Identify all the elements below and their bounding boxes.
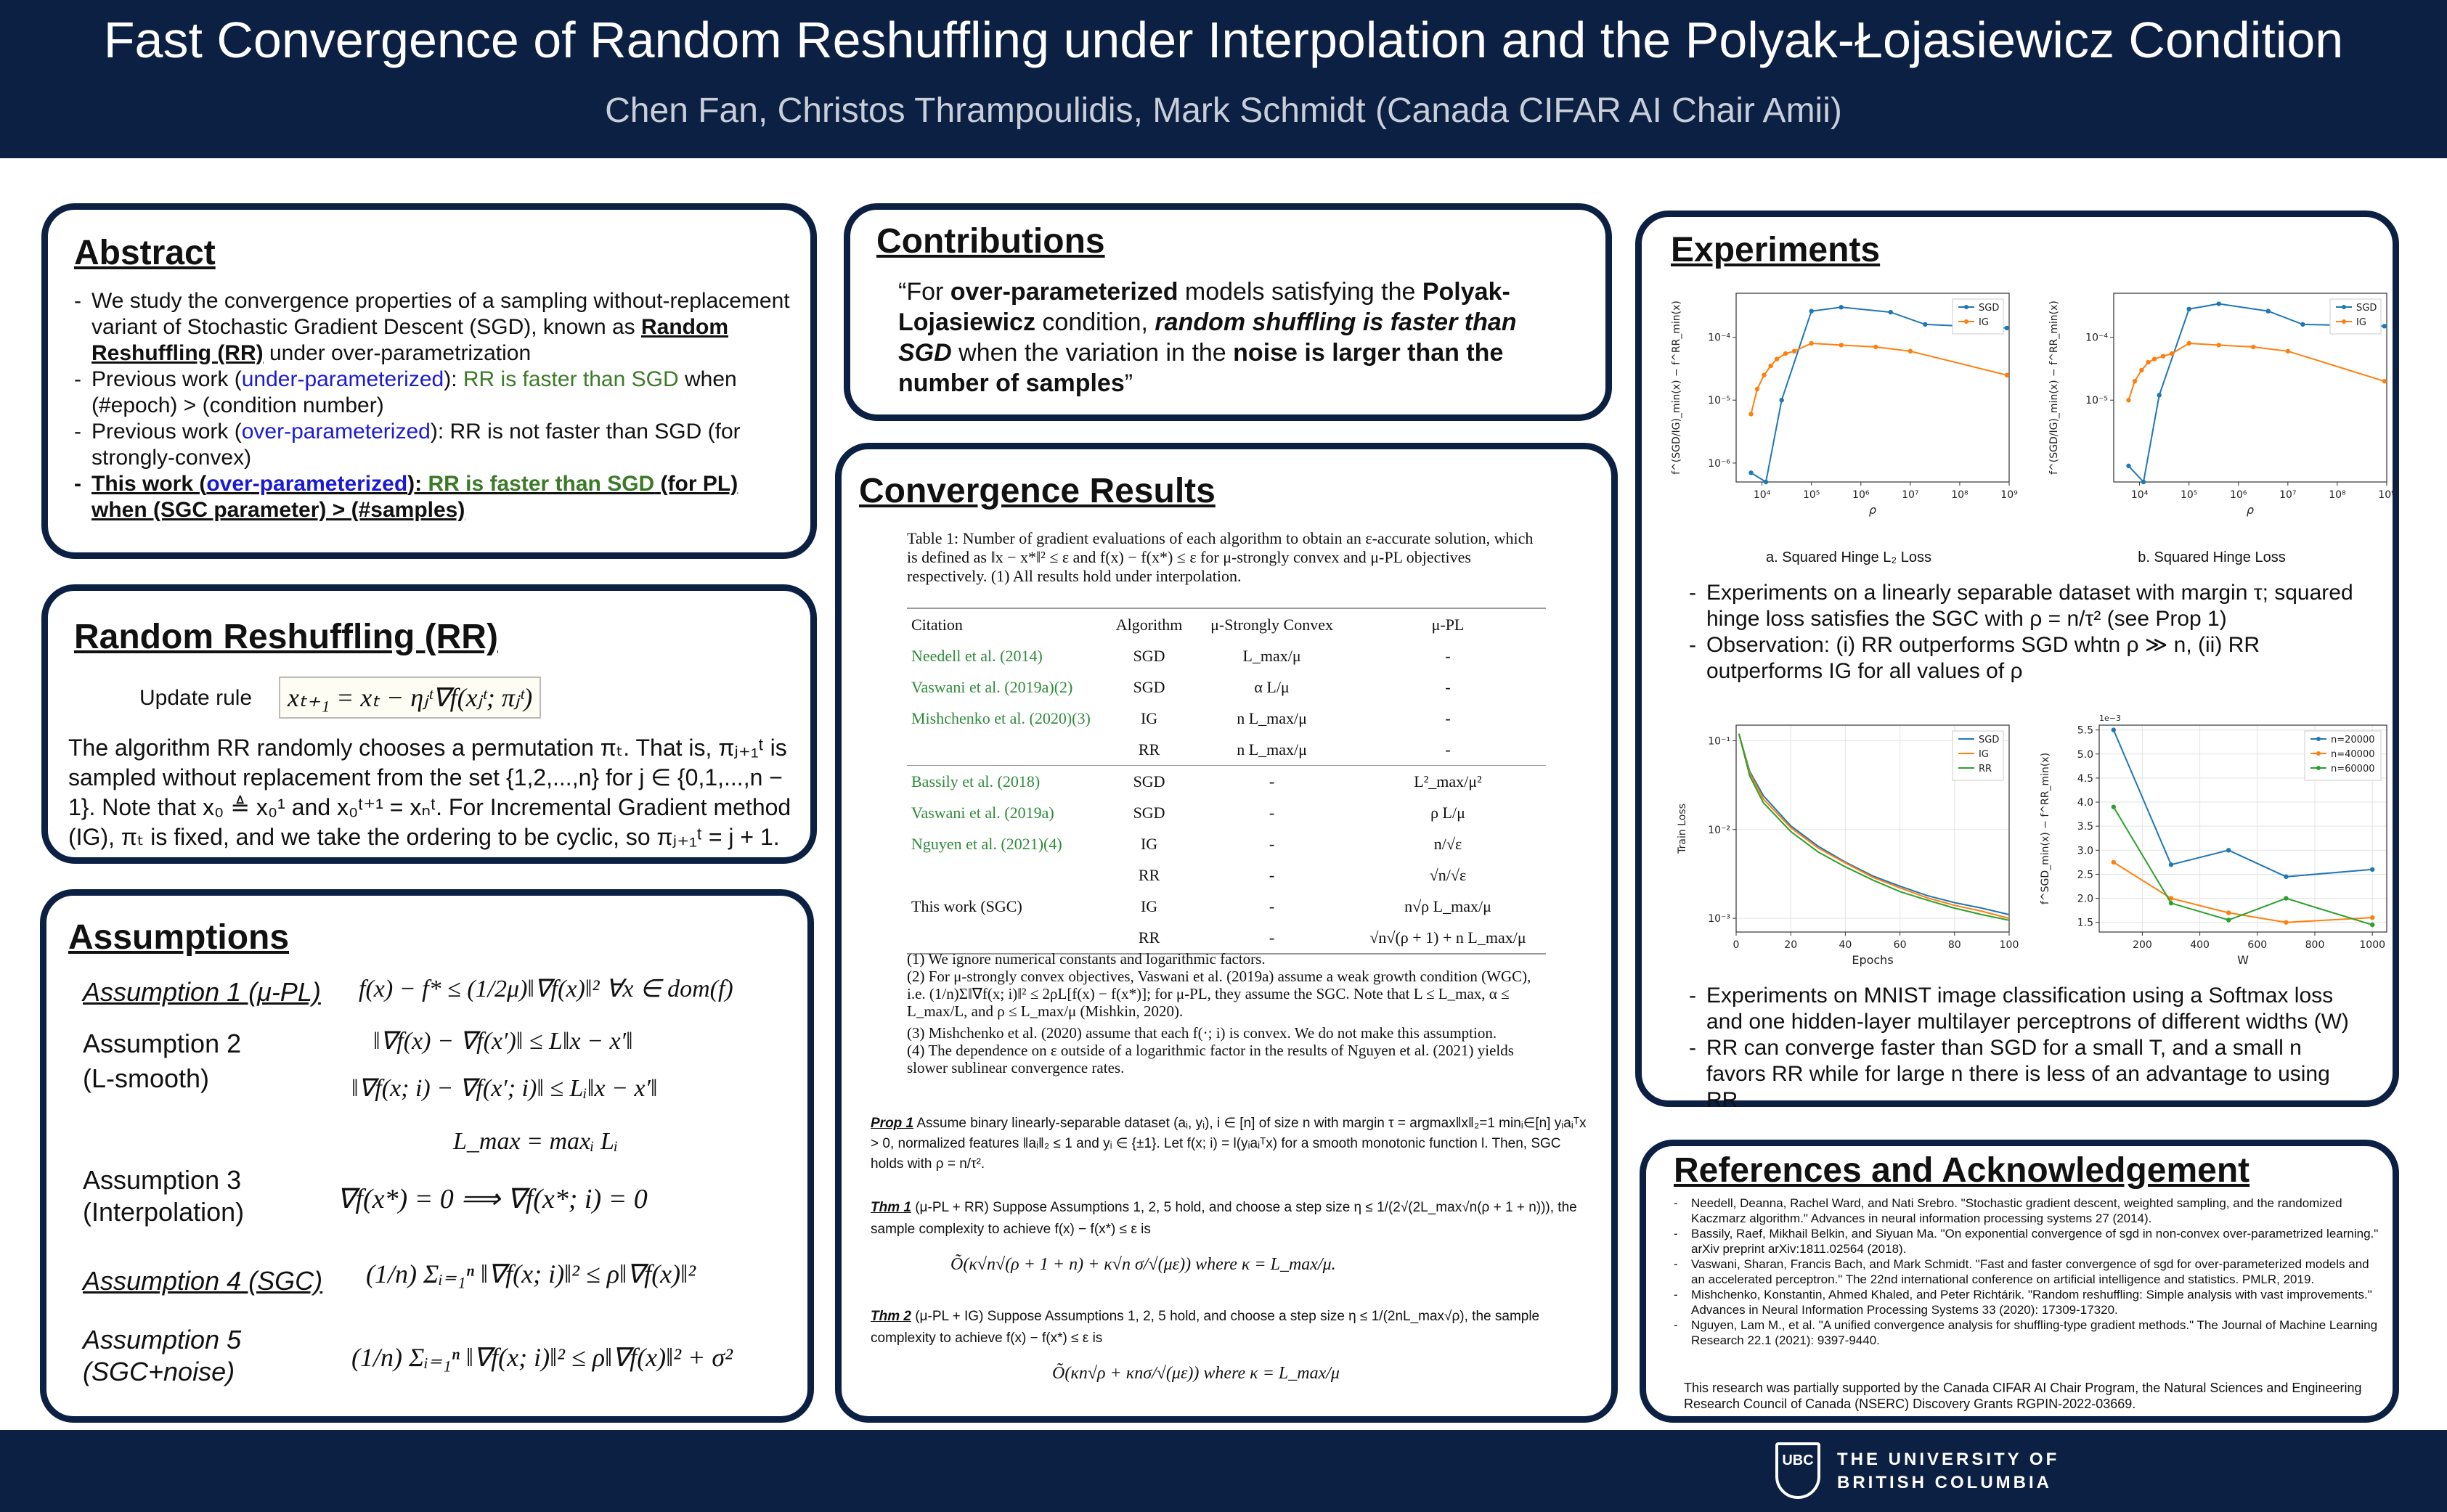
abstract-text: ): xyxy=(407,472,428,496)
experiments-item: - Experiments on MNIST image classification using a Softmax loss and one hidden-layer multilayer perceptrons of different widths (W) xyxy=(1689,983,2364,1035)
cell-strongly-convex: - xyxy=(1269,834,1275,853)
footnote-4: (4) The dependence on ε outside of a logarithmic factor in the results of Nguyen et al. (2021) yields slower sublinear convergence rates. xyxy=(907,1042,1514,1076)
x-axis-label: ρ xyxy=(2246,503,2255,517)
cell-strongly-convex: - xyxy=(1269,928,1275,947)
assumption-2-equation-3: L_max = maxᵢ Lᵢ xyxy=(453,1128,619,1155)
rr-title: Random Reshuffling (RR) xyxy=(74,618,498,656)
y-tick-label: 1.5 xyxy=(2077,917,2093,929)
data-point xyxy=(1839,305,1843,309)
cell-pl: n√ρ L_max/μ xyxy=(1404,896,1491,915)
table-row xyxy=(907,859,1546,891)
thm-2 xyxy=(871,1306,1597,1349)
data-point xyxy=(2284,875,2288,879)
data-point xyxy=(2152,356,2157,361)
data-point xyxy=(2169,901,2173,905)
data-point xyxy=(2126,398,2130,402)
data-point xyxy=(2226,848,2231,852)
table-row xyxy=(907,766,1546,798)
abstract-item xyxy=(74,288,793,367)
cell-algorithm: IG xyxy=(1140,896,1158,915)
y-tick-label: 10⁻² xyxy=(1708,824,1730,836)
cell-pl: - xyxy=(1445,740,1451,759)
y-tick-label: 10⁻¹ xyxy=(1708,735,1730,748)
assumption-4-label: Assumption 4 (SGC) xyxy=(83,1266,323,1296)
legend-label: n=60000 xyxy=(2331,764,2375,775)
cell-strongly-convex: - xyxy=(1269,772,1275,790)
legend-label: IG xyxy=(1979,749,1989,760)
col-header: μ-PL xyxy=(1431,615,1465,634)
data-point xyxy=(2382,379,2387,383)
data-point xyxy=(2216,301,2220,306)
cell-pl: - xyxy=(1445,677,1451,696)
thm-2-label: Thm 2 xyxy=(871,1309,911,1324)
data-point xyxy=(1783,351,1788,356)
legend-marker xyxy=(1964,305,1968,309)
data-point xyxy=(1873,345,1878,349)
table-footnotes xyxy=(907,950,1546,1076)
thm-2-equation: Õ(κn√ρ + κnσ/√(με)) where κ = L_max/μ xyxy=(1052,1364,1340,1383)
abstract-text: ): RR is not faster than SGD (for strongly-convex) xyxy=(91,420,741,470)
y-tick-label: 10⁻⁴ xyxy=(2085,332,2108,344)
y-tick-label: 5.5 xyxy=(2077,724,2093,737)
table-caption: Table 1: Number of gradient evaluations of each algorithm to obtain an ε-accurate solution, which is defined as ‖x − x*‖² ≤ ε and f(x) − f(x*) ≤ ε for μ-strongly convex and μ-PL objectives respectively. (1) All results hold under interpolation. xyxy=(907,529,1534,585)
legend-label: RR xyxy=(1979,764,1992,775)
thm-1-text: (μ-PL + RR) Suppose Assumptions 1, 2, 5 hold, and choose a step size η ≤ 1/(2√(2L_max√n(ρ + 1 + n))), the sample complexity to achieve f(x) − f(x*) ≤ ε is xyxy=(871,1200,1577,1237)
y-tick-label: 10⁻⁵ xyxy=(2085,395,2108,407)
contributions-title: Contributions xyxy=(876,222,1105,261)
prop-1-text: Assume binary linearly-separable dataset (aᵢ, yᵢ), i ∈ [n] of size n with margin τ = argmax‖x‖₂=1 minᵢ∈[n] yᵢaᵢᵀx > 0, normalized features ‖aᵢ‖₂ ≤ 1 and yᵢ ∈ {±1}. Let f(x; i) = l(yᵢaᵢᵀx) for a smooth monotonic function l. Then, SGC holds with ρ = n/τ². xyxy=(871,1116,1587,1172)
assumption-1-label: Assumption 1 (μ-PL) xyxy=(83,977,321,1007)
cell-citation xyxy=(907,734,1104,766)
data-point xyxy=(2005,373,2009,377)
experiments-list-2 xyxy=(1689,983,2364,1113)
x-tick-label: 20 xyxy=(1784,939,1798,951)
data-point xyxy=(1762,373,1766,377)
x-tick-label: 800 xyxy=(2305,939,2325,951)
references-title: References and Acknowledgement xyxy=(1674,1151,2250,1190)
reference-item: - Bassily, Raef, Mikhail Belkin, and Siyuan Ma. "On exponential convergence of sgd in non-convex over-parametrized learning." arXiv preprint arXiv:1811.02564 (2018). xyxy=(1674,1226,2385,1256)
experiments-item: - RR can converge faster than SGD for a small T, and a small n favors RR while for large n there is less of an advantage to using RR xyxy=(1689,1035,2364,1113)
cell-strongly-convex: n L_max/μ xyxy=(1237,740,1307,759)
table-row xyxy=(907,671,1546,703)
quote-text: ” xyxy=(1124,369,1133,397)
legend-label: IG xyxy=(2356,317,2366,328)
results-table xyxy=(907,608,1546,955)
reference-item: - Mishchenko, Konstantin, Ahmed Khaled, and Peter Richtárik. "Random reshuffling: Simple analysis with vast improvements." Advances in Neural Information Processing Systems 33 (2020): 17309-17320. xyxy=(1674,1287,2385,1317)
cell-pl: √n/√ε xyxy=(1429,865,1467,884)
abstract-item xyxy=(74,471,793,523)
poster-authors: Chen Fan, Christos Thrampoulidis, Mark Schmidt (Canada CIFAR AI Chair Amii) xyxy=(605,91,1842,130)
footnote-3: (3) Mishchenko et al. (2020) assume that each f(·; i) is convex. We do not make this assumption. xyxy=(907,1024,1497,1042)
quote-text: “For xyxy=(898,278,950,306)
assumption-3-sub: (Interpolation) xyxy=(83,1197,245,1227)
cell-citation: Vaswani et al. (2019a)(2) xyxy=(911,677,1073,696)
assumption-1-equation: f(x) − f* ≤ (1/2μ)‖∇f(x)‖² ∀x ∈ dom(f) xyxy=(359,976,733,1002)
thm-1-label: Thm 1 xyxy=(871,1200,911,1215)
abstract-highlight: RR is faster than SGD xyxy=(463,367,679,391)
data-point xyxy=(2382,324,2387,328)
data-point xyxy=(1748,470,1753,475)
data-point xyxy=(2112,860,2116,865)
abstract-text: (for PL) when (SGC parameter) > (#samples) xyxy=(91,472,738,522)
cell-strongly-convex: - xyxy=(1269,896,1275,915)
data-point xyxy=(1764,480,1768,484)
data-point xyxy=(2266,308,2271,313)
abstract-highlight: over-parameterized xyxy=(206,472,408,496)
table-header-row xyxy=(907,608,1546,640)
x-tick-label: 80 xyxy=(1947,939,1961,951)
data-point xyxy=(1792,349,1796,354)
assumption-2-equation-1: ‖∇f(x) − ∇f(x′)‖ ≤ L‖x − x′‖ xyxy=(373,1028,633,1055)
quote-text: models satisfying the xyxy=(1178,278,1422,306)
experiments-item: - Experiments on a linearly separable dataset with margin τ; squared hinge loss satisfies the SGC with ρ = n/τ² (see Prop 1) xyxy=(1689,580,2364,632)
x-tick-label: 10⁷ xyxy=(1902,489,1919,501)
y-multiplier: 1e−3 xyxy=(2099,714,2121,723)
data-point xyxy=(2186,307,2191,311)
reference-item: - Vaswani, Sharan, Francis Bach, and Mark Schmidt. "Fast and faster convergence of sgd for over-parameterized models and an accelerated perceptron." The 22nd international conference on artificial intelligence and statistics. PMLR, 2019. xyxy=(1674,1256,2385,1287)
x-tick-label: 10⁶ xyxy=(2230,489,2247,501)
cell-algorithm: SGD xyxy=(1133,772,1165,790)
assumption-2-label xyxy=(83,1026,241,1096)
data-point xyxy=(2169,862,2173,867)
data-point xyxy=(2112,727,2116,732)
x-tick-label: 10⁹ xyxy=(2378,489,2395,501)
y-tick-label: 10⁻⁵ xyxy=(1708,395,1730,407)
data-point xyxy=(1809,308,1813,313)
references-panel xyxy=(1640,1140,2399,1423)
assumption-2-equation-2: ‖∇f(x; i) − ∇f(x′; i)‖ ≤ Lᵢ‖x − x′‖ xyxy=(351,1075,658,1102)
cell-pl: √n√(ρ + 1) + n L_max/μ xyxy=(1369,928,1526,947)
data-point xyxy=(2133,379,2137,383)
x-tick-label: 40 xyxy=(1839,939,1852,951)
cell-citation: This work (SGC) xyxy=(911,896,1022,915)
col-header: Algorithm xyxy=(1115,615,1183,634)
x-tick-label: 60 xyxy=(1893,939,1907,951)
abstract-text: Previous work ( xyxy=(91,420,242,444)
series-line-n=60000 xyxy=(2114,807,2372,925)
x-axis-label: ρ xyxy=(1868,503,1877,517)
data-point xyxy=(2157,393,2161,397)
data-point xyxy=(1748,412,1753,416)
data-point xyxy=(2005,326,2009,330)
cell-algorithm: IG xyxy=(1140,834,1158,853)
data-point xyxy=(2370,915,2374,920)
data-point xyxy=(1779,398,1783,402)
data-point xyxy=(1775,356,1779,361)
quote-highlight: over-parameterized xyxy=(950,278,1178,306)
assumptions-panel xyxy=(40,889,814,1423)
ubc-wordmark xyxy=(1837,1448,2059,1495)
cell-citation xyxy=(907,859,1104,891)
y-tick-label: 5.0 xyxy=(2077,748,2093,761)
data-point xyxy=(2170,351,2174,356)
x-tick-label: 200 xyxy=(2133,939,2152,951)
ubc-wordmark-line-1: THE UNIVERSITY OF xyxy=(1837,1450,2060,1469)
y-tick-label: 4.5 xyxy=(2077,772,2093,785)
legend-marker xyxy=(2342,319,2346,324)
prop-1 xyxy=(871,1113,1597,1174)
thm-2-text: (μ-PL + IG) Suppose Assumptions 1, 2, 5 hold, and choose a step size η ≤ 1/(2nL_max√ρ), the sample complexity to achieve f(x) − f(x*) ≤ ε is xyxy=(871,1309,1540,1346)
assumption-5-equation: (1/n) Σᵢ₌₁ⁿ ‖∇f(x; i)‖² ≤ ρ‖∇f(x)‖² + σ² xyxy=(351,1343,733,1372)
col-header: Citation xyxy=(911,615,963,634)
assumption-2-sub: (L-smooth) xyxy=(83,1063,210,1093)
legend-label: SGD xyxy=(1979,735,2000,745)
y-axis-label: f^SGD_min(x) − f^RR_min(x) xyxy=(2040,752,2051,905)
y-tick-label: 3.0 xyxy=(2077,845,2093,857)
assumption-3-name: Assumption 3 xyxy=(83,1165,242,1195)
assumption-5-name: Assumption 5 xyxy=(83,1325,242,1354)
quote-text: condition, xyxy=(1035,308,1155,336)
table-row xyxy=(907,734,1546,766)
y-tick-label: 10⁻⁶ xyxy=(1708,457,1730,470)
ubc-crest-logo: UBC xyxy=(1775,1442,1820,1499)
quote-text: when the variation in the xyxy=(951,339,1234,367)
data-point xyxy=(1839,343,1843,347)
cell-strongly-convex: - xyxy=(1269,803,1275,822)
convergence-title: Convergence Results xyxy=(859,472,1216,510)
reference-item: - Needell, Deanna, Rachel Ward, and Nati Srebro. "Stochastic gradient descent, weighted sampling, and the randomized Kaczmarz algorithm." Advances in neural information processing systems 27 (2014). xyxy=(1674,1196,2385,1226)
cell-algorithm: RR xyxy=(1138,865,1160,884)
abstract-title: Abstract xyxy=(74,234,216,272)
cell-strongly-convex: α L/μ xyxy=(1254,677,1290,696)
abstract-text: Previous work ( xyxy=(91,367,242,391)
quote-highlight: noise is larger than the number of samples xyxy=(898,339,1504,397)
abstract-text: ): xyxy=(444,367,463,391)
table-row xyxy=(907,891,1546,922)
x-tick-label: 1000 xyxy=(2359,939,2386,951)
acknowledgement: This research was partially supported by the Canada CIFAR AI Chair Program, the Natural Sciences and Engineering Research Council of Canada (NSERC) Discovery Grants RGPIN-2022-03669. xyxy=(1684,1381,2362,1411)
cell-citation xyxy=(907,922,1104,954)
x-tick-label: 10⁵ xyxy=(2180,489,2198,501)
table-row xyxy=(907,828,1546,859)
chart-squared-hinge-l2 xyxy=(1656,286,2019,526)
x-tick-label: 400 xyxy=(2190,939,2210,951)
data-point xyxy=(2139,368,2143,372)
experiments-item: - Observation: (i) RR outperforms SGD whtn ρ ≫ n, (ii) RR outperforms IG for all values of ρ xyxy=(1689,632,2364,685)
data-point xyxy=(1755,387,1759,391)
x-tick-label: 10⁸ xyxy=(2329,489,2346,501)
x-tick-label: 10⁹ xyxy=(2000,489,2018,501)
data-point xyxy=(2161,354,2165,358)
footnote-2: (2) For μ-strongly convex objectives, Vaswani et al. (2019a) assume a weak growth condition (WGC), i.e. (1/n)Σ‖∇f(x; i)‖² ≤ 2ρL[f(x) − f(x*)]; for μ-PL, they assume the SGC. Note that L ≤ L_max, α ≤ L_max/L, and ρ ≤ L_max/μ (Mishkin, 2020). xyxy=(907,968,1531,1020)
data-point xyxy=(2370,923,2374,927)
cell-pl: n/√ε xyxy=(1433,834,1462,853)
cell-algorithm: SGD xyxy=(1133,803,1165,822)
assumption-5-label xyxy=(83,1324,241,1388)
table-row xyxy=(907,922,1546,954)
abstract-highlight: over-parameterized xyxy=(241,420,431,444)
cell-citation: Mishchenko et al. (2020)(3) xyxy=(911,708,1091,727)
legend-label: IG xyxy=(1979,317,1989,328)
abstract-text: under over-parametrization xyxy=(263,341,532,365)
abstract-text: when (#epoch) > (condition number) xyxy=(91,367,737,417)
convergence-panel xyxy=(835,443,1618,1423)
x-tick-label: 100 xyxy=(1999,939,2019,951)
data-point xyxy=(2284,920,2288,925)
data-point xyxy=(2284,896,2288,900)
table-row xyxy=(907,640,1546,671)
data-point xyxy=(2226,918,2231,922)
y-tick-label: 3.5 xyxy=(2077,821,2093,833)
cell-strongly-convex: n L_max/μ xyxy=(1237,708,1307,727)
data-point xyxy=(2141,480,2146,484)
prop-1-label: Prop 1 xyxy=(871,1116,914,1131)
assumption-4-equation: (1/n) Σᵢ₌₁ⁿ ‖∇f(x; i)‖² ≤ ρ‖∇f(x)‖² xyxy=(366,1259,696,1288)
cell-citation: Bassily et al. (2018) xyxy=(911,772,1041,790)
cell-algorithm: SGD xyxy=(1133,677,1165,696)
update-rule-equation: xₜ₊₁ = xₜ − ηⱼᵗ∇f(xⱼᵗ; πⱼᵗ) xyxy=(279,677,541,719)
data-point xyxy=(2146,360,2150,364)
contributions-quote xyxy=(898,277,1573,399)
abstract-highlight: RR is faster than SGD xyxy=(428,472,655,496)
x-axis-label: Epochs xyxy=(1852,953,1894,967)
abstract-panel xyxy=(41,203,817,559)
abstract-item xyxy=(74,367,793,419)
table-row xyxy=(907,797,1546,828)
experiments-list-1 xyxy=(1689,580,2364,685)
legend-marker xyxy=(1964,319,1968,324)
quote-highlight: random shuffling is faster than SGD xyxy=(898,308,1517,367)
x-tick-label: 10⁸ xyxy=(1951,489,1968,501)
x-tick-label: 10⁷ xyxy=(2279,489,2297,501)
y-axis-label: f^(SGD/IG)_min(x) − f^RR_min(x) xyxy=(1671,301,1682,475)
legend-marker xyxy=(2316,737,2321,741)
cell-algorithm: RR xyxy=(1138,928,1160,947)
cell-strongly-convex: - xyxy=(1269,865,1275,884)
legend-marker xyxy=(2316,751,2321,756)
assumption-3-label xyxy=(83,1164,244,1228)
data-point xyxy=(1889,310,1893,314)
x-tick-label: 10⁴ xyxy=(2130,489,2149,501)
x-tick-label: 600 xyxy=(2247,939,2268,951)
x-tick-label: 10⁴ xyxy=(1753,489,1771,501)
data-point xyxy=(2126,464,2130,468)
cell-citation: Nguyen et al. (2021)(4) xyxy=(911,834,1062,853)
quote-highlight: Polyak-Lojasiewicz xyxy=(898,278,1510,336)
assumption-3-equation: ∇f(x*) = 0 ⟹ ∇f(x*; i) = 0 xyxy=(337,1184,648,1214)
table-row xyxy=(907,703,1546,734)
cell-citation: Vaswani et al. (2019a) xyxy=(911,803,1054,822)
reference-item: - Nguyen, Lam M., et al. "A unified convergence analysis for shuffling-type gradient methods." The Journal of Machine Learning Research 22.1 (2021): 9397-9440. xyxy=(1674,1317,2385,1348)
y-tick-label: 2.0 xyxy=(2077,893,2093,905)
contributions-panel xyxy=(844,203,1612,421)
legend-label: SGD xyxy=(1979,303,2000,314)
data-point xyxy=(2370,867,2374,872)
thm-1-equation: Õ(κ√n√(ρ + 1 + n) + κ√n σ/√(με)) where κ = L_max/μ. xyxy=(950,1255,1336,1274)
cell-pl: - xyxy=(1445,708,1451,727)
data-point xyxy=(2286,349,2290,354)
legend-marker xyxy=(2342,305,2346,309)
data-point xyxy=(1809,341,1813,346)
cell-algorithm: RR xyxy=(1138,740,1160,759)
x-tick-label: 10⁶ xyxy=(1852,489,1870,501)
data-point xyxy=(2216,343,2220,347)
y-tick-label: 4.0 xyxy=(2077,797,2093,809)
legend-label: n=20000 xyxy=(2331,735,2375,745)
cell-pl: - xyxy=(1445,646,1451,665)
assumption-5-sub: (SGC+noise) xyxy=(83,1357,235,1386)
assumption-2-name: Assumption 2 xyxy=(83,1029,242,1058)
y-tick-label: 10⁻⁴ xyxy=(1708,332,1730,344)
abstract-highlight: under-parameterized xyxy=(241,367,444,391)
cell-citation: Needell et al. (2014) xyxy=(911,646,1043,665)
assumptions-title: Assumptions xyxy=(68,918,290,957)
poster-title: Fast Convergence of Random Reshuffling under Interpolation and the Polyak-Łojasiewicz Condition xyxy=(103,12,2344,68)
chart-a-caption: a. Squared Hinge L₂ Loss xyxy=(1766,549,1931,565)
x-axis-label: W xyxy=(2237,953,2249,967)
data-point xyxy=(1768,364,1772,368)
chart-train-loss xyxy=(1656,711,2019,979)
thm-1 xyxy=(871,1197,1597,1241)
ubc-wordmark-line-2: BRITISH COLUMBIA xyxy=(1837,1473,2052,1492)
update-rule-label: Update rule xyxy=(139,686,253,710)
legend-label: n=40000 xyxy=(2331,749,2375,760)
cell-pl: L²_max/μ² xyxy=(1414,772,1482,790)
x-tick-label: 0 xyxy=(1733,939,1740,951)
legend-marker xyxy=(2316,766,2321,770)
cell-algorithm: IG xyxy=(1140,708,1158,727)
data-point xyxy=(1923,322,1927,327)
y-axis-label: f^(SGD/IG)_min(x) − f^RR_min(x) xyxy=(2048,301,2060,475)
abstract-item xyxy=(74,419,793,471)
experiments-title: Experiments xyxy=(1671,231,1881,269)
chart-b-caption: b. Squared Hinge Loss xyxy=(2138,549,2286,565)
data-point xyxy=(1908,349,1913,354)
cell-algorithm: SGD xyxy=(1133,646,1165,665)
legend-label: SGD xyxy=(2356,303,2377,314)
y-tick-label: 2.5 xyxy=(2077,869,2093,881)
experiments-panel xyxy=(1635,211,2399,1112)
chart-width-gap xyxy=(2019,711,2397,979)
rr-panel xyxy=(41,584,817,864)
abstract-list xyxy=(74,288,793,523)
footnote-1: (1) We ignore numerical constants and logarithmic factors. xyxy=(907,950,1266,968)
rr-description: The algorithm RR randomly chooses a permutation πₜ. That is, πⱼ₊₁ᵗ is sampled without replacement from the set {1,2,...,n} for j ∈ {0,1,...,n − 1}. Note that x₀ ≜ x₀¹ and x₀ᵗ⁺¹ = xₙᵗ. For Incremental Gradient method (IG), πₜ is fixed, and we take the ordering to be cyclic, so πⱼ₊₁ᵗ = j + 1. xyxy=(68,735,791,850)
data-point xyxy=(2186,341,2191,346)
col-header: μ-Strongly Convex xyxy=(1210,615,1333,634)
abstract-text: This work ( xyxy=(91,472,207,496)
x-tick-label: 10⁵ xyxy=(1802,489,1820,501)
data-point xyxy=(2300,322,2305,327)
cell-pl: ρ L/μ xyxy=(1430,803,1465,822)
footer-bar xyxy=(0,1430,2447,1512)
chart-squared-hinge xyxy=(2034,286,2397,526)
data-point xyxy=(2226,910,2231,915)
data-point xyxy=(2251,345,2255,349)
data-point xyxy=(2112,804,2116,809)
cell-strongly-convex: L_max/μ xyxy=(1242,646,1301,665)
y-tick-label: 10⁻³ xyxy=(1708,913,1730,925)
references-list xyxy=(1674,1196,2385,1348)
abstract-text: We study the convergence properties of a sampling without-replacement variant of Stochastic Gradient Descent (SGD), known as xyxy=(91,289,790,339)
y-axis-label: Train Loss xyxy=(1677,804,1688,854)
abstract-highlight: Random Reshuffling (RR) xyxy=(91,315,728,365)
